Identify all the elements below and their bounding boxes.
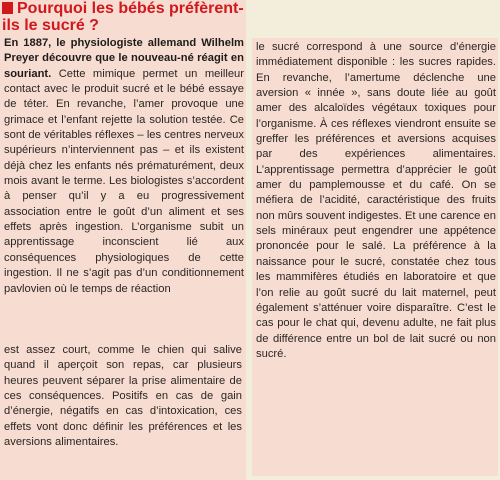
left-column-text-top bbox=[4, 36, 244, 297]
article-title-text: Pourquoi les bébés préfèrent-ils le sucré ? bbox=[2, 0, 244, 34]
right-body: le sucré correspond à une source d’énergie immédiatement disponible : les sucres rapides. En revanche, l’amertume déclenche une aversion « innée », sans doute liée au goût amer des alcaloïdes végétaux toxiques pour l’organisme. À ces réflexes viendront ensuite se greffer les préférences et aversions acquises par des expériences alimentaires. L’apprentissage permettra d’apprécier le goût amer du pamplemousse et du café. On se méfiera de l’acidité, caractéristique des fruits non mûrs souvent indigestes. Et une carence en sels minéraux peut engendrer une appétence prononcée pour le salé. La préférence à la naissance pour le sucré, constatée chez tous les mammifères étudiés en laboratoire et que l’on relie au goût sucré du lait maternel, peut également s’atténuer voire disparaître. C’est le cas pour le chat qui, devenu adulte, ne fait plus de différence entre un bol de lait sucré ou non sucré. bbox=[256, 41, 496, 360]
left-column-text-bottom bbox=[4, 343, 242, 450]
article-title bbox=[2, 0, 246, 34]
left-body-2: est assez court, comme le chien qui salive quand il aperçoit son repas, car plusieurs heures peuvent séparer la prise alimentaire de ces conséquences. Positifs en cas de gain d’énergie, négatifs en cas d’intoxication, ces effets vont donc définir les préférences et les aversions alimentaires. bbox=[4, 344, 242, 449]
red-square-icon bbox=[2, 2, 13, 14]
right-column-text bbox=[256, 40, 496, 362]
left-body-1: Cette mimique permet un meilleur contact avec le produit sucré et le bébé essaye de téter. En revanche, l’amer provoque une grimace et l’enfant rejette la solution testée. Ce sont de véritables réflexes – les centres nerveux supérieurs n’interviennent pas – et ils existent déjà chez les enfants nés prématurément, deux mois avant le terme. Les biologistes s’accordent à penser qu’il y a eu progressivement association entre le goût d’un aliment et ses effets après ingestion. L’organisme subit un apprentissage inconscient lié aux conséquences physiologiques de cette ingestion. Il ne s’agit pas d’un conditionnement pavlovien où le temps de réaction bbox=[4, 67, 244, 295]
article-lead: En 1887, le physiologiste allemand Wilhelm Preyer découvre que le nouveau-né réagit en souriant. bbox=[4, 37, 244, 80]
